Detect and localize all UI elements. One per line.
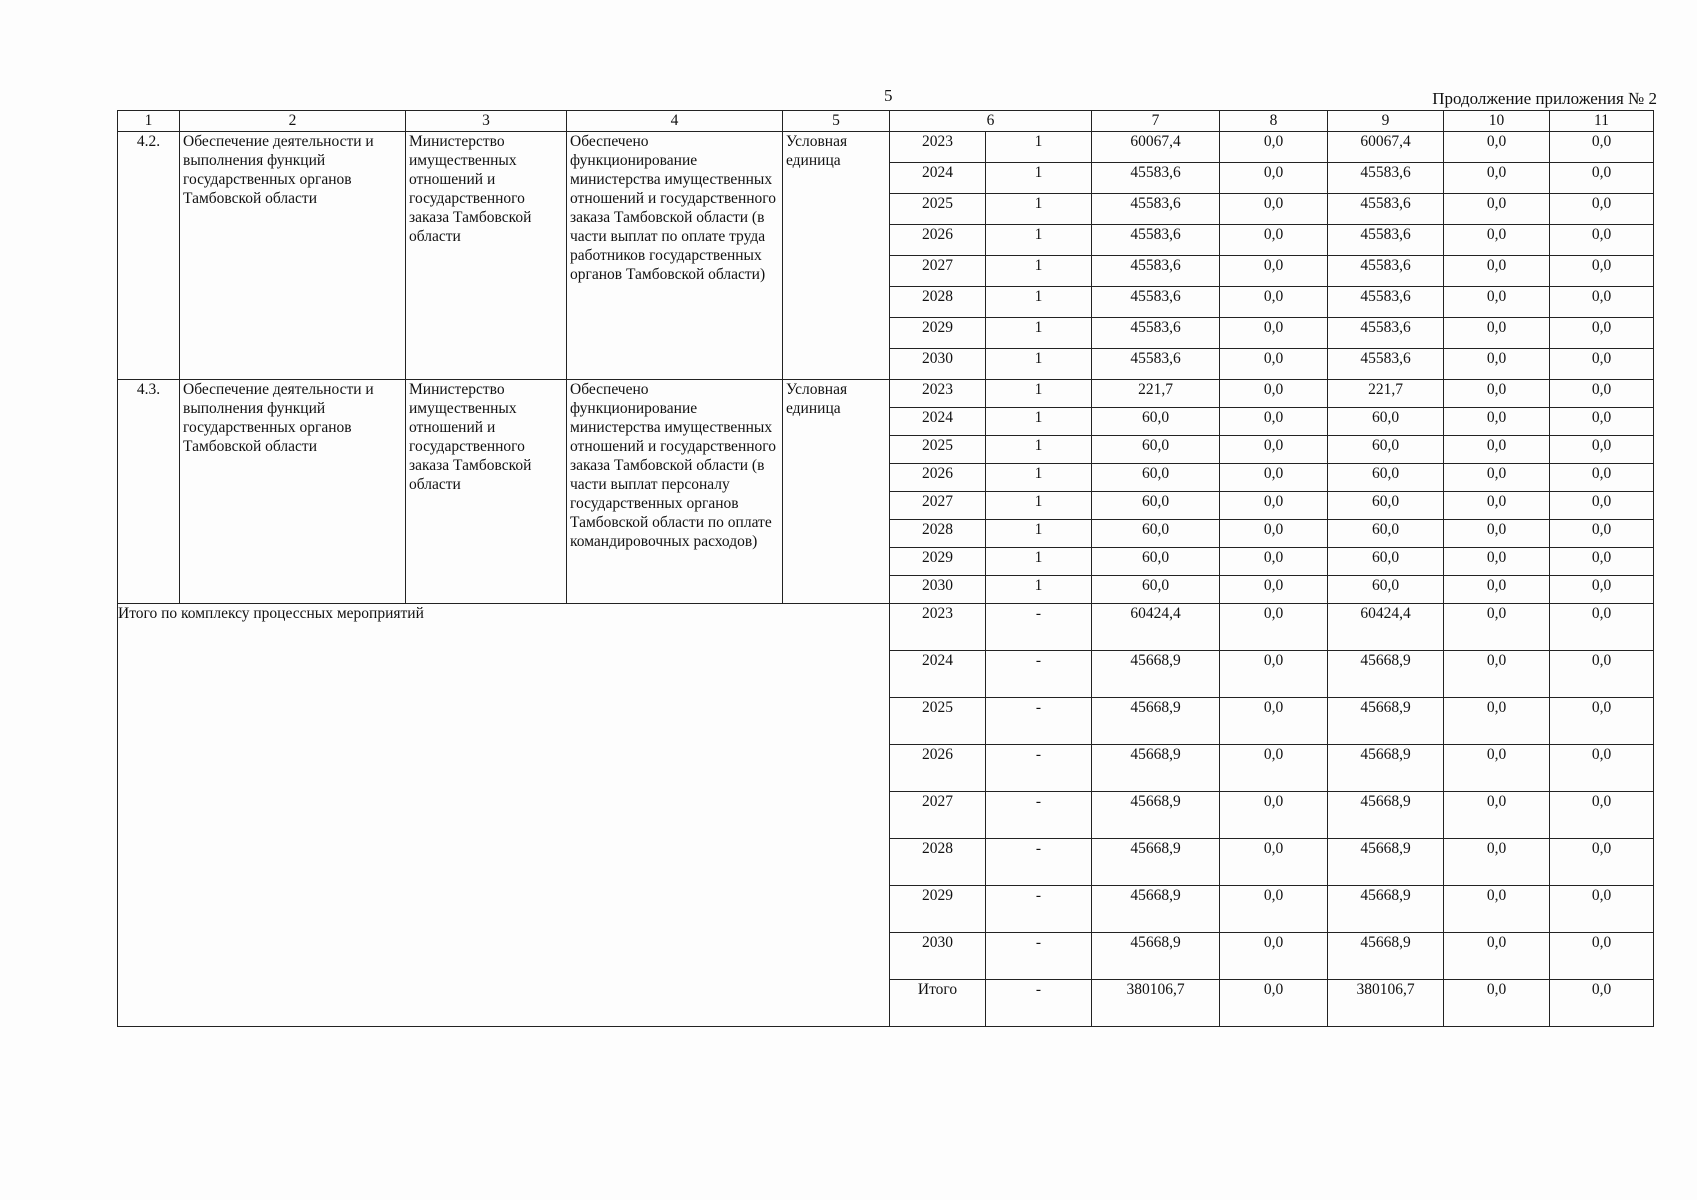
regional-budget: 60,0 (1328, 492, 1444, 520)
total-funding: 45668,9 (1092, 651, 1220, 698)
col-header-8: 8 (1220, 111, 1328, 132)
regional-budget: 221,7 (1328, 380, 1444, 408)
extra-budget: 0,0 (1550, 318, 1654, 349)
indicator-value: - (986, 933, 1092, 980)
federal-budget: 0,0 (1220, 698, 1328, 745)
federal-budget: 0,0 (1220, 132, 1328, 163)
federal-budget: 0,0 (1220, 839, 1328, 886)
local-budget: 0,0 (1444, 349, 1550, 380)
task-name: Обеспечение деятельности и выполнения функций государственных органов Тамбовской области (180, 132, 406, 380)
year-cell: 2028 (890, 287, 986, 318)
regional-budget: 60067,4 (1328, 132, 1444, 163)
federal-budget: 0,0 (1220, 287, 1328, 318)
col-header-4: 4 (567, 111, 783, 132)
total-funding: 45583,6 (1092, 225, 1220, 256)
section-number: 4.2. (118, 132, 180, 380)
regional-budget: 60,0 (1328, 548, 1444, 576)
indicator-value: - (986, 792, 1092, 839)
regional-budget: 45668,9 (1328, 698, 1444, 745)
extra-budget: 0,0 (1550, 287, 1654, 318)
extra-budget: 0,0 (1550, 548, 1654, 576)
federal-budget: 0,0 (1220, 225, 1328, 256)
table-row (118, 132, 1654, 163)
page-number: 5 (884, 86, 893, 105)
indicator-value: - (986, 886, 1092, 933)
indicator-value: 1 (986, 349, 1092, 380)
local-budget: 0,0 (1444, 980, 1550, 1027)
measure-unit: Условная единица (783, 132, 890, 380)
total-funding: 380106,7 (1092, 980, 1220, 1027)
year-cell: 2027 (890, 492, 986, 520)
indicator-value: 1 (986, 287, 1092, 318)
total-funding: 45668,9 (1092, 933, 1220, 980)
total-funding: 60,0 (1092, 548, 1220, 576)
federal-budget: 0,0 (1220, 980, 1328, 1027)
local-budget: 0,0 (1444, 408, 1550, 436)
federal-budget: 0,0 (1220, 318, 1328, 349)
total-funding: 45668,9 (1092, 745, 1220, 792)
col-header-2: 2 (180, 111, 406, 132)
year-cell: 2026 (890, 745, 986, 792)
indicator-value: - (986, 651, 1092, 698)
federal-budget: 0,0 (1220, 349, 1328, 380)
col-header-10: 10 (1444, 111, 1550, 132)
total-funding: 45583,6 (1092, 256, 1220, 287)
total-funding: 45668,9 (1092, 839, 1220, 886)
col-header-5: 5 (783, 111, 890, 132)
local-budget: 0,0 (1444, 520, 1550, 548)
indicator-value: - (986, 745, 1092, 792)
section-number: 4.3. (118, 380, 180, 604)
regional-budget: 45583,6 (1328, 318, 1444, 349)
local-budget: 0,0 (1444, 256, 1550, 287)
col-header-7: 7 (1092, 111, 1220, 132)
local-budget: 0,0 (1444, 492, 1550, 520)
extra-budget: 0,0 (1550, 745, 1654, 792)
extra-budget: 0,0 (1550, 886, 1654, 933)
regional-budget: 45668,9 (1328, 651, 1444, 698)
regional-budget: 45583,6 (1328, 287, 1444, 318)
federal-budget: 0,0 (1220, 436, 1328, 464)
year-cell: 2027 (890, 792, 986, 839)
total-funding: 45583,6 (1092, 287, 1220, 318)
task-name: Обеспечение деятельности и выполнения функций государственных органов Тамбовской области (180, 380, 406, 604)
responsible-executor: Министерство имущественных отношений и государственного заказа Тамбовской области (406, 380, 567, 604)
col-header-3: 3 (406, 111, 567, 132)
local-budget: 0,0 (1444, 287, 1550, 318)
regional-budget: 60,0 (1328, 436, 1444, 464)
year-cell: Итого (890, 980, 986, 1027)
indicator-value: 1 (986, 464, 1092, 492)
regional-budget: 45583,6 (1328, 163, 1444, 194)
federal-budget: 0,0 (1220, 886, 1328, 933)
extra-budget: 0,0 (1550, 194, 1654, 225)
extra-budget: 0,0 (1550, 464, 1654, 492)
regional-budget: 45583,6 (1328, 349, 1444, 380)
federal-budget: 0,0 (1220, 651, 1328, 698)
indicator-value: - (986, 604, 1092, 651)
year-cell: 2026 (890, 225, 986, 256)
regional-budget: 45668,9 (1328, 933, 1444, 980)
year-cell: 2024 (890, 651, 986, 698)
regional-budget: 60,0 (1328, 520, 1444, 548)
table-body (118, 132, 1654, 1027)
extra-budget: 0,0 (1550, 492, 1654, 520)
extra-budget: 0,0 (1550, 256, 1654, 287)
indicator-value: - (986, 698, 1092, 745)
regional-budget: 45583,6 (1328, 194, 1444, 225)
local-budget: 0,0 (1444, 933, 1550, 980)
extra-budget: 0,0 (1550, 225, 1654, 256)
indicator-value: 1 (986, 576, 1092, 604)
year-cell: 2029 (890, 318, 986, 349)
extra-budget: 0,0 (1550, 132, 1654, 163)
local-budget: 0,0 (1444, 576, 1550, 604)
year-cell: 2023 (890, 380, 986, 408)
federal-budget: 0,0 (1220, 792, 1328, 839)
local-budget: 0,0 (1444, 464, 1550, 492)
regional-budget: 60,0 (1328, 408, 1444, 436)
indicator-value: 1 (986, 132, 1092, 163)
regional-budget: 45668,9 (1328, 839, 1444, 886)
year-cell: 2029 (890, 886, 986, 933)
extra-budget: 0,0 (1550, 436, 1654, 464)
table-row (118, 380, 1654, 408)
budget-table (117, 110, 1654, 1027)
regional-budget: 45583,6 (1328, 256, 1444, 287)
local-budget: 0,0 (1444, 792, 1550, 839)
indicator-value: 1 (986, 225, 1092, 256)
total-funding: 45583,6 (1092, 194, 1220, 225)
total-funding: 45668,9 (1092, 698, 1220, 745)
indicator-value: 1 (986, 380, 1092, 408)
col-header-6: 6 (890, 111, 1092, 132)
year-cell: 2025 (890, 698, 986, 745)
local-budget: 0,0 (1444, 839, 1550, 886)
regional-budget: 45668,9 (1328, 745, 1444, 792)
local-budget: 0,0 (1444, 318, 1550, 349)
federal-budget: 0,0 (1220, 408, 1328, 436)
regional-budget: 45668,9 (1328, 886, 1444, 933)
federal-budget: 0,0 (1220, 745, 1328, 792)
year-cell: 2024 (890, 408, 986, 436)
expected-result: Обеспечено функционирование министерства имущественных отношений и государственного заказа Тамбовской области (в части выплат персоналу государственных органов Тамбовской области по оплате командировочных расходов) (567, 380, 783, 604)
extra-budget: 0,0 (1550, 163, 1654, 194)
year-cell: 2025 (890, 436, 986, 464)
year-cell: 2028 (890, 520, 986, 548)
local-budget: 0,0 (1444, 886, 1550, 933)
indicator-value: 1 (986, 408, 1092, 436)
regional-budget: 60,0 (1328, 464, 1444, 492)
extra-budget: 0,0 (1550, 839, 1654, 886)
extra-budget: 0,0 (1550, 604, 1654, 651)
local-budget: 0,0 (1444, 194, 1550, 225)
regional-budget: 45668,9 (1328, 792, 1444, 839)
indicator-value: - (986, 980, 1092, 1027)
local-budget: 0,0 (1444, 604, 1550, 651)
total-label: Итого по комплексу процессных мероприятий (118, 604, 890, 1027)
federal-budget: 0,0 (1220, 548, 1328, 576)
year-cell: 2030 (890, 349, 986, 380)
year-cell: 2023 (890, 604, 986, 651)
local-budget: 0,0 (1444, 380, 1550, 408)
local-budget: 0,0 (1444, 225, 1550, 256)
federal-budget: 0,0 (1220, 163, 1328, 194)
local-budget: 0,0 (1444, 745, 1550, 792)
total-funding: 221,7 (1092, 380, 1220, 408)
total-funding: 60,0 (1092, 408, 1220, 436)
local-budget: 0,0 (1444, 651, 1550, 698)
total-funding: 45668,9 (1092, 792, 1220, 839)
indicator-value: 1 (986, 318, 1092, 349)
total-funding: 45583,6 (1092, 318, 1220, 349)
federal-budget: 0,0 (1220, 604, 1328, 651)
indicator-value: 1 (986, 520, 1092, 548)
year-cell: 2029 (890, 548, 986, 576)
extra-budget: 0,0 (1550, 980, 1654, 1027)
total-funding: 60067,4 (1092, 132, 1220, 163)
indicator-value: 1 (986, 548, 1092, 576)
federal-budget: 0,0 (1220, 464, 1328, 492)
year-cell: 2026 (890, 464, 986, 492)
indicator-value: 1 (986, 194, 1092, 225)
continuation-label: Продолжение приложения № 2 (1432, 89, 1657, 108)
total-funding: 60,0 (1092, 464, 1220, 492)
extra-budget: 0,0 (1550, 380, 1654, 408)
year-cell: 2024 (890, 163, 986, 194)
extra-budget: 0,0 (1550, 408, 1654, 436)
total-funding: 60,0 (1092, 520, 1220, 548)
extra-budget: 0,0 (1550, 651, 1654, 698)
federal-budget: 0,0 (1220, 492, 1328, 520)
total-funding: 60,0 (1092, 436, 1220, 464)
regional-budget: 60424,4 (1328, 604, 1444, 651)
regional-budget: 45583,6 (1328, 225, 1444, 256)
indicator-value: 1 (986, 256, 1092, 287)
year-cell: 2027 (890, 256, 986, 287)
col-header-11: 11 (1550, 111, 1654, 132)
total-funding: 45583,6 (1092, 349, 1220, 380)
federal-budget: 0,0 (1220, 256, 1328, 287)
indicator-value: 1 (986, 163, 1092, 194)
federal-budget: 0,0 (1220, 380, 1328, 408)
year-cell: 2028 (890, 839, 986, 886)
total-funding: 60,0 (1092, 576, 1220, 604)
total-funding: 60,0 (1092, 492, 1220, 520)
indicator-value: 1 (986, 492, 1092, 520)
col-header-9: 9 (1328, 111, 1444, 132)
extra-budget: 0,0 (1550, 349, 1654, 380)
total-funding: 60424,4 (1092, 604, 1220, 651)
regional-budget: 60,0 (1328, 576, 1444, 604)
expected-result: Обеспечено функционирование министерства имущественных отношений и государственного заказа Тамбовской области (в части выплат по оплате труда работников государственных органов Тамбовской области) (567, 132, 783, 380)
col-header-1: 1 (118, 111, 180, 132)
local-budget: 0,0 (1444, 436, 1550, 464)
regional-budget: 380106,7 (1328, 980, 1444, 1027)
local-budget: 0,0 (1444, 163, 1550, 194)
year-cell: 2023 (890, 132, 986, 163)
extra-budget: 0,0 (1550, 520, 1654, 548)
total-row (118, 604, 1654, 651)
responsible-executor: Министерство имущественных отношений и государственного заказа Тамбовской области (406, 132, 567, 380)
local-budget: 0,0 (1444, 548, 1550, 576)
measure-unit: Условная единица (783, 380, 890, 604)
year-cell: 2030 (890, 576, 986, 604)
local-budget: 0,0 (1444, 132, 1550, 163)
extra-budget: 0,0 (1550, 933, 1654, 980)
federal-budget: 0,0 (1220, 933, 1328, 980)
column-number-row (118, 111, 1654, 132)
federal-budget: 0,0 (1220, 576, 1328, 604)
extra-budget: 0,0 (1550, 698, 1654, 745)
indicator-value: - (986, 839, 1092, 886)
extra-budget: 0,0 (1550, 792, 1654, 839)
extra-budget: 0,0 (1550, 576, 1654, 604)
total-funding: 45668,9 (1092, 886, 1220, 933)
local-budget: 0,0 (1444, 698, 1550, 745)
indicator-value: 1 (986, 436, 1092, 464)
year-cell: 2030 (890, 933, 986, 980)
year-cell: 2025 (890, 194, 986, 225)
federal-budget: 0,0 (1220, 194, 1328, 225)
total-funding: 45583,6 (1092, 163, 1220, 194)
federal-budget: 0,0 (1220, 520, 1328, 548)
